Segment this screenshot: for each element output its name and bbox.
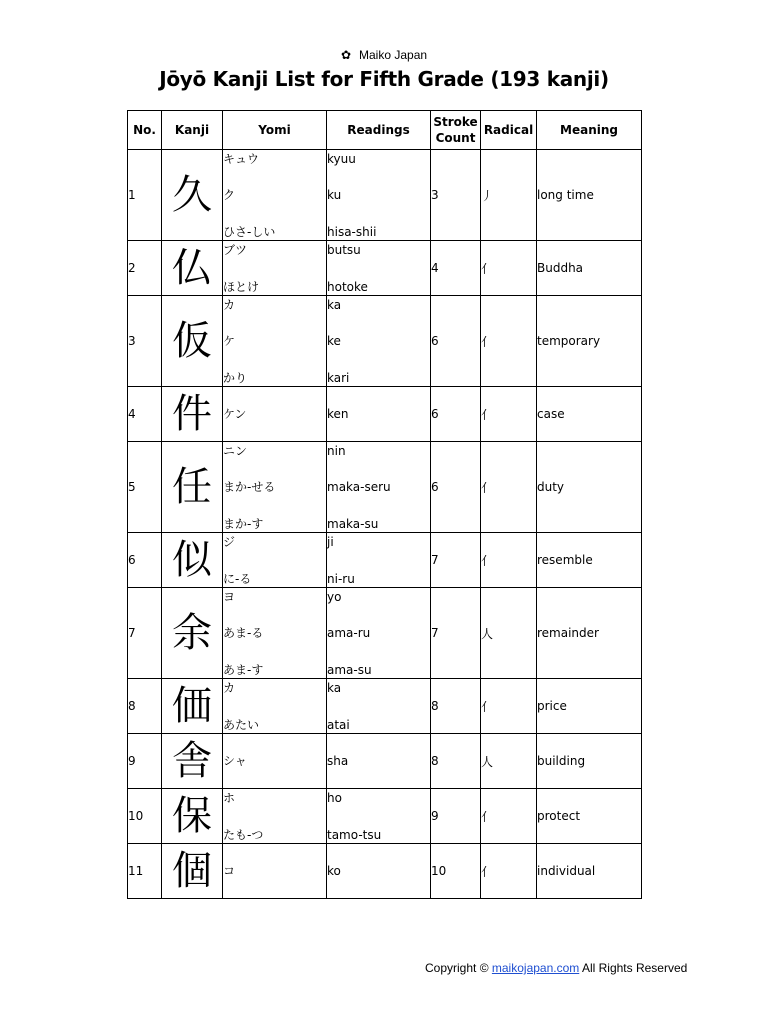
cell-readings: [327, 442, 431, 533]
cell-readings-line: tamo-tsu: [327, 827, 382, 842]
cell-radical: 亻: [481, 296, 537, 387]
cell-stroke-count: 6: [431, 442, 481, 533]
table-row: [128, 387, 642, 442]
cell-yomi: [223, 734, 327, 789]
cell-readings-line: nin: [327, 443, 346, 458]
cell-readings: [327, 679, 431, 734]
cell-stroke-count: 7: [431, 588, 481, 679]
cell-radical: 亻: [481, 241, 537, 296]
header-stroke-count: Stroke Count: [431, 111, 481, 150]
cell-readings-line: hotoke: [327, 279, 368, 294]
cell-yomi-line: ヨ: [223, 589, 236, 604]
cell-yomi: [223, 296, 327, 387]
cell-readings-line: sha: [327, 754, 349, 768]
rights-text: All Rights Reserved: [581, 961, 688, 975]
cell-readings-line: maka-su: [327, 516, 379, 531]
cell-readings-line: ama-su: [327, 662, 372, 677]
cell-yomi-line: ケン: [223, 407, 247, 421]
cell-yomi-line: ク: [223, 188, 236, 202]
cell-radical: 亻: [481, 844, 537, 899]
cell-radical: 丿: [481, 150, 537, 241]
cell-readings-line: ku: [327, 188, 342, 202]
cell-yomi-line: ほとけ: [223, 279, 260, 294]
cell-readings-line: kari: [327, 370, 350, 385]
cell-readings: [327, 789, 431, 844]
cell-kanji: 似: [162, 533, 223, 588]
cell-meaning: case: [537, 387, 642, 442]
header-readings: Readings: [327, 111, 431, 150]
cell-readings-line: hisa-shii: [327, 224, 377, 239]
cell-stroke-count: 6: [431, 387, 481, 442]
brand-header: [0, 47, 768, 63]
cell-yomi-line: ホ: [223, 790, 236, 805]
table-header-row: [128, 111, 642, 150]
cell-radical: 亻: [481, 789, 537, 844]
cell-radical: 人: [481, 588, 537, 679]
cell-kanji: 舎: [162, 734, 223, 789]
table-row: [128, 442, 642, 533]
cell-meaning: price: [537, 679, 642, 734]
cell-stroke-count: 9: [431, 789, 481, 844]
kanji-table: [127, 110, 642, 899]
cell-yomi-line: まか-せる: [223, 480, 276, 494]
cell-kanji: 価: [162, 679, 223, 734]
cell-kanji: 保: [162, 789, 223, 844]
cell-readings-line: maka-seru: [327, 480, 391, 494]
cell-yomi: [223, 789, 327, 844]
cell-yomi-line: ジ: [223, 534, 236, 549]
cell-readings-line: ka: [327, 297, 342, 312]
table-row: [128, 150, 642, 241]
table-row: [128, 679, 642, 734]
cell-radical: 亻: [481, 387, 537, 442]
header-no: No.: [128, 111, 162, 150]
cell-stroke-count: 4: [431, 241, 481, 296]
cell-yomi-line: ニン: [223, 443, 248, 458]
cell-kanji: 余: [162, 588, 223, 679]
cell-readings: [327, 734, 431, 789]
cell-no: 2: [128, 241, 162, 296]
cell-no: 4: [128, 387, 162, 442]
cell-radical: 亻: [481, 533, 537, 588]
cell-readings-line: atai: [327, 717, 350, 732]
cell-yomi-line: カ: [223, 297, 236, 312]
footer: [425, 960, 687, 976]
cell-yomi-line: シャ: [223, 754, 247, 768]
copyright-text: Copyright ©: [425, 961, 489, 975]
cell-yomi: [223, 844, 327, 899]
cell-readings-line: kyuu: [327, 151, 356, 166]
flower-icon: ✿: [340, 48, 351, 62]
cell-yomi: [223, 387, 327, 442]
cell-yomi-line: まか-す: [223, 516, 264, 531]
header-kanji: Kanji: [162, 111, 223, 150]
table-row: [128, 844, 642, 899]
cell-stroke-count: 8: [431, 734, 481, 789]
cell-yomi-line: キュウ: [223, 151, 260, 166]
cell-no: 6: [128, 533, 162, 588]
cell-readings-line: butsu: [327, 242, 361, 257]
cell-meaning: remainder: [537, 588, 642, 679]
cell-yomi-line: あま-す: [223, 662, 264, 677]
cell-yomi-line: ケ: [223, 334, 236, 348]
cell-yomi-line: かり: [223, 370, 248, 385]
cell-no: 8: [128, 679, 162, 734]
cell-meaning: individual: [537, 844, 642, 899]
header-radical: Radical: [481, 111, 537, 150]
page-title: Jōyō Kanji List for Fifth Grade (193 kanji): [159, 67, 609, 91]
cell-radical: 亻: [481, 679, 537, 734]
brand-name: Maiko Japan: [359, 48, 428, 62]
cell-stroke-count: 10: [431, 844, 481, 899]
cell-stroke-count: 6: [431, 296, 481, 387]
cell-readings-line: ji: [327, 534, 334, 549]
cell-yomi: [223, 150, 327, 241]
cell-readings-line: ho: [327, 790, 342, 805]
table-row: [128, 789, 642, 844]
cell-yomi-line: あたい: [223, 717, 260, 732]
cell-radical: 人: [481, 734, 537, 789]
cell-no: 1: [128, 150, 162, 241]
cell-readings-line: ken: [327, 407, 349, 421]
header-yomi: Yomi: [223, 111, 327, 150]
cell-kanji: 仏: [162, 241, 223, 296]
cell-readings-line: ama-ru: [327, 626, 371, 640]
table-row: [128, 533, 642, 588]
cell-no: 11: [128, 844, 162, 899]
table-body: [128, 150, 642, 899]
cell-readings: [327, 533, 431, 588]
table-row: [128, 296, 642, 387]
cell-no: 5: [128, 442, 162, 533]
cell-no: 9: [128, 734, 162, 789]
cell-yomi: [223, 533, 327, 588]
cell-readings: [327, 241, 431, 296]
cell-yomi-line: ひさ-しい: [223, 224, 276, 239]
table-row: [128, 734, 642, 789]
cell-no: 7: [128, 588, 162, 679]
cell-yomi-line: たも-つ: [223, 827, 264, 842]
cell-readings-line: ke: [327, 334, 341, 348]
cell-kanji: 個: [162, 844, 223, 899]
cell-kanji: 件: [162, 387, 223, 442]
footer-link[interactable]: maikojapan.com: [491, 961, 580, 975]
cell-readings-line: ka: [327, 680, 342, 695]
cell-readings: [327, 387, 431, 442]
cell-readings: [327, 296, 431, 387]
header-meaning: Meaning: [537, 111, 642, 150]
cell-no: 3: [128, 296, 162, 387]
cell-yomi-line: カ: [223, 680, 236, 695]
cell-yomi-line: あま-る: [223, 626, 264, 640]
cell-meaning: protect: [537, 789, 642, 844]
cell-meaning: Buddha: [537, 241, 642, 296]
cell-kanji: 久: [162, 150, 223, 241]
cell-readings: [327, 588, 431, 679]
cell-kanji: 任: [162, 442, 223, 533]
table-row: [128, 588, 642, 679]
cell-readings: [327, 150, 431, 241]
cell-stroke-count: 7: [431, 533, 481, 588]
cell-readings: [327, 844, 431, 899]
cell-yomi-line: に-る: [223, 571, 252, 586]
cell-stroke-count: 3: [431, 150, 481, 241]
cell-readings-line: ni-ru: [327, 571, 355, 586]
cell-readings-line: ko: [327, 864, 341, 878]
cell-kanji: 仮: [162, 296, 223, 387]
cell-stroke-count: 8: [431, 679, 481, 734]
cell-yomi: [223, 241, 327, 296]
cell-yomi-line: ブツ: [223, 242, 248, 257]
cell-yomi-line: コ: [223, 864, 236, 878]
table-row: [128, 241, 642, 296]
cell-yomi: [223, 588, 327, 679]
cell-meaning: resemble: [537, 533, 642, 588]
cell-readings-line: yo: [327, 589, 342, 604]
cell-no: 10: [128, 789, 162, 844]
cell-meaning: temporary: [537, 296, 642, 387]
cell-yomi: [223, 679, 327, 734]
cell-meaning: duty: [537, 442, 642, 533]
cell-meaning: building: [537, 734, 642, 789]
cell-yomi: [223, 442, 327, 533]
cell-radical: 亻: [481, 442, 537, 533]
cell-meaning: long time: [537, 150, 642, 241]
